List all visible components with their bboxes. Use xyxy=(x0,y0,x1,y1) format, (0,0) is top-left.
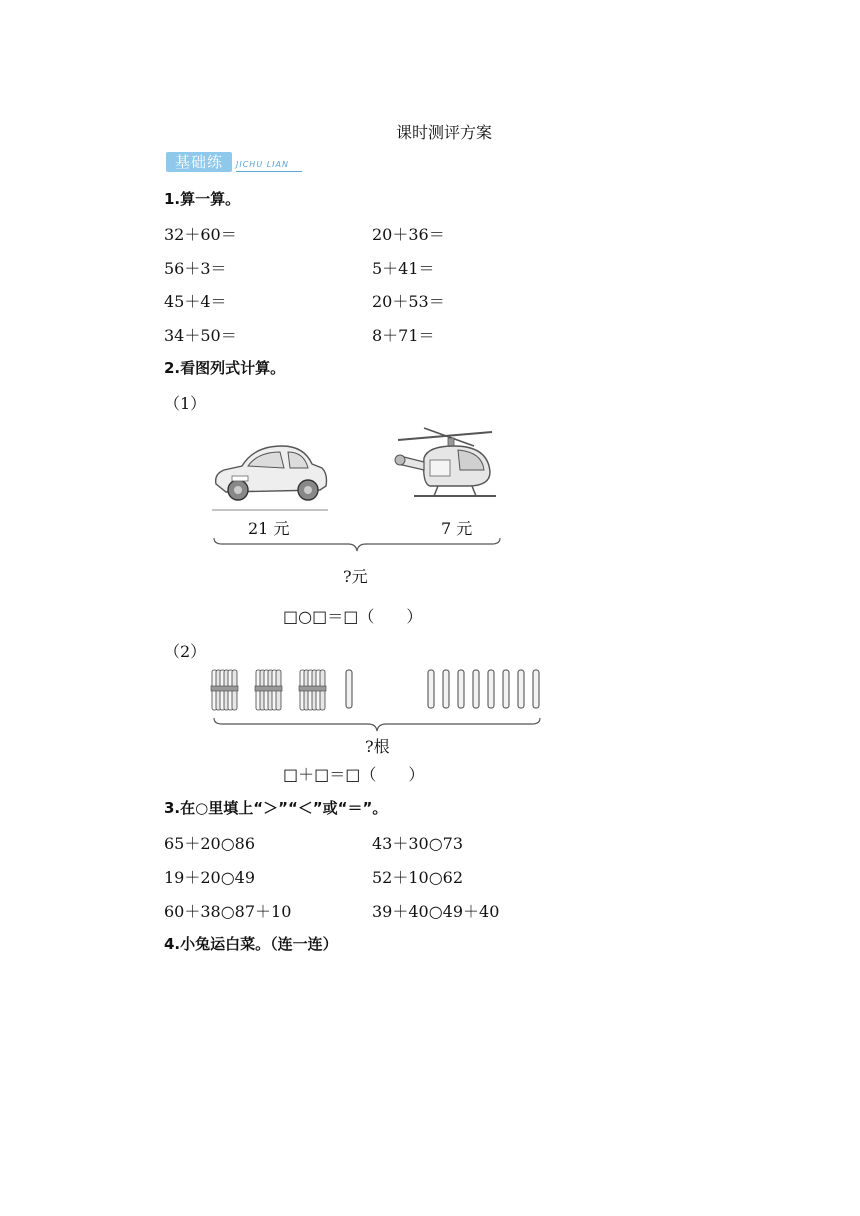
q1-item: 8＋71＝ xyxy=(372,326,435,345)
single-stick xyxy=(458,670,464,708)
q3-item: 43＋30○73 xyxy=(372,834,464,853)
brace-1 xyxy=(212,536,502,554)
q1-item: 5＋41＝ xyxy=(372,259,435,278)
badge-pinyin: JICHU LIAN xyxy=(236,160,289,169)
q1-heading: 1.算一算。 xyxy=(164,190,241,208)
car-price: 21 元 xyxy=(248,519,290,538)
single-stick xyxy=(503,670,509,708)
sticks-image xyxy=(208,666,548,714)
section-badge xyxy=(166,152,306,174)
total-price: ?元 xyxy=(343,567,368,586)
single-stick xyxy=(533,670,539,708)
q3-heading: 3.在○里填上“＞”“＜”或“＝”。 xyxy=(164,799,388,817)
q3-item: 60＋38○87＋10 xyxy=(164,902,292,921)
single-stick xyxy=(488,670,494,708)
q4-heading: 4.小兔运白菜。（连一连） xyxy=(164,935,338,953)
single-stick xyxy=(428,670,434,708)
stick-bundle xyxy=(211,670,238,710)
q1-item: 34＋50＝ xyxy=(164,326,237,345)
single-stick xyxy=(473,670,479,708)
single-stick xyxy=(443,670,449,708)
total-sticks: ?根 xyxy=(365,737,390,756)
single-stick xyxy=(518,670,524,708)
q1-item: 32＋60＝ xyxy=(164,225,237,244)
stick-bundle xyxy=(255,670,282,710)
helicopter-image xyxy=(384,424,500,506)
badge-label: 基础练 xyxy=(166,152,232,172)
q3-item: 19＋20○49 xyxy=(164,868,256,887)
q2-part2-label: （2） xyxy=(164,642,207,661)
q2-part1-label: （1） xyxy=(164,394,207,413)
q2-heading: 2.看图列式计算。 xyxy=(164,359,286,377)
helicopter-price: 7 元 xyxy=(441,519,473,538)
q1-item: 20＋36＝ xyxy=(372,225,445,244)
single-stick xyxy=(346,670,352,708)
badge-underline xyxy=(236,171,302,172)
q2-part1-formula: □○□＝□（ ） xyxy=(283,607,423,626)
q1-item: 20＋53＝ xyxy=(372,292,445,311)
q3-item: 52＋10○62 xyxy=(372,868,464,887)
brace-2 xyxy=(212,716,544,734)
q3-item: 65＋20○86 xyxy=(164,834,256,853)
car-image xyxy=(212,440,330,506)
q1-item: 56＋3＝ xyxy=(164,259,227,278)
q2-part2-formula: □＋□＝□（ ） xyxy=(283,765,425,784)
car-divider xyxy=(212,509,330,511)
stick-bundle xyxy=(299,670,326,710)
page-title: 课时测评方案 xyxy=(396,123,493,142)
q3-item: 39＋40○49＋40 xyxy=(372,902,500,921)
q1-item: 45＋4＝ xyxy=(164,292,227,311)
